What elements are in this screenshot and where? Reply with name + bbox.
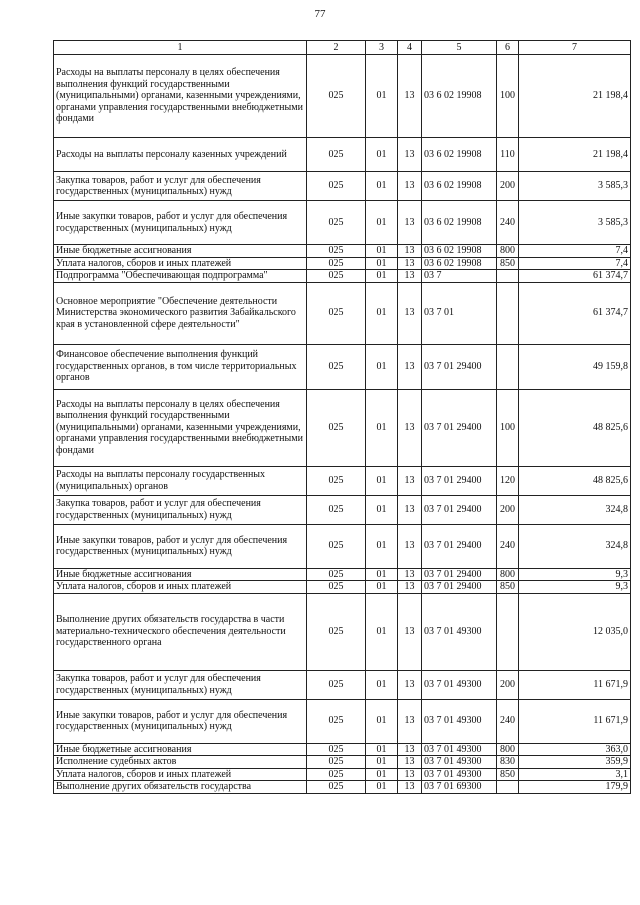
row-target-article: 03 7 01 49300 xyxy=(422,593,497,670)
row-code: 025 xyxy=(307,282,366,344)
row-name: Иные бюджетные ассигнования xyxy=(54,743,307,756)
row-subsection: 13 xyxy=(398,581,422,594)
row-code: 025 xyxy=(307,172,366,201)
row-subsection: 13 xyxy=(398,466,422,495)
row-code: 025 xyxy=(307,201,366,245)
row-code: 025 xyxy=(307,593,366,670)
row-expense-type: 120 xyxy=(497,466,519,495)
row-target-article: 03 7 01 29400 xyxy=(422,581,497,594)
row-subsection: 13 xyxy=(398,172,422,201)
row-target-article: 03 6 02 19908 xyxy=(422,55,497,138)
row-subsection: 13 xyxy=(398,270,422,283)
table-row xyxy=(54,768,631,781)
row-name: Выполнение других обязательств государства в части материально-технического обеспечения деятельности государственного органа xyxy=(54,593,307,670)
page-number: 77 xyxy=(314,8,326,20)
row-name: Закупка товаров, работ и услуг для обеспечения государственных (муниципальных) нужд xyxy=(54,172,307,201)
row-subsection: 13 xyxy=(398,768,422,781)
row-expense-type: 240 xyxy=(497,699,519,743)
table-row xyxy=(54,756,631,769)
row-amount: 61 374,7 xyxy=(519,282,631,344)
row-section: 01 xyxy=(366,699,398,743)
table-row xyxy=(54,245,631,258)
table-row xyxy=(54,270,631,283)
row-name: Выполнение других обязательств государства xyxy=(54,781,307,794)
row-amount: 9,3 xyxy=(519,581,631,594)
row-amount: 61 374,7 xyxy=(519,270,631,283)
row-amount: 21 198,4 xyxy=(519,55,631,138)
row-target-article: 03 6 02 19908 xyxy=(422,257,497,270)
row-expense-type: 800 xyxy=(497,568,519,581)
row-target-article: 03 7 01 29400 xyxy=(422,466,497,495)
row-section: 01 xyxy=(366,344,398,389)
row-target-article: 03 7 01 49300 xyxy=(422,756,497,769)
row-code: 025 xyxy=(307,568,366,581)
row-subsection: 13 xyxy=(398,781,422,794)
table-header-row xyxy=(54,41,631,55)
header-cell-4: 4 xyxy=(398,41,422,55)
row-expense-type: 200 xyxy=(497,495,519,524)
table-row xyxy=(54,466,631,495)
row-amount: 48 825,6 xyxy=(519,389,631,466)
row-section: 01 xyxy=(366,743,398,756)
row-code: 025 xyxy=(307,743,366,756)
row-amount: 3 585,3 xyxy=(519,172,631,201)
row-name: Иные закупки товаров, работ и услуг для обеспечения государственных (муниципальных) нужд xyxy=(54,201,307,245)
row-code: 025 xyxy=(307,524,366,568)
row-target-article: 03 6 02 19908 xyxy=(422,201,497,245)
table-row xyxy=(54,344,631,389)
row-name: Уплата налогов, сборов и иных платежей xyxy=(54,581,307,594)
row-amount: 21 198,4 xyxy=(519,138,631,172)
row-expense-type: 850 xyxy=(497,257,519,270)
row-section: 01 xyxy=(366,781,398,794)
row-target-article: 03 7 01 29400 xyxy=(422,344,497,389)
row-target-article: 03 7 01 29400 xyxy=(422,495,497,524)
row-expense-type: 200 xyxy=(497,172,519,201)
row-code: 025 xyxy=(307,245,366,258)
row-section: 01 xyxy=(366,768,398,781)
row-section: 01 xyxy=(366,257,398,270)
row-expense-type: 800 xyxy=(497,743,519,756)
row-name: Иные бюджетные ассигнования xyxy=(54,245,307,258)
row-name: Закупка товаров, работ и услуг для обеспечения государственных (муниципальных) нужд xyxy=(54,495,307,524)
row-target-article: 03 7 01 69300 xyxy=(422,781,497,794)
table-row xyxy=(54,670,631,699)
row-expense-type: 200 xyxy=(497,670,519,699)
table-row xyxy=(54,781,631,794)
table-row xyxy=(54,495,631,524)
row-code: 025 xyxy=(307,466,366,495)
row-amount: 48 825,6 xyxy=(519,466,631,495)
table-row xyxy=(54,389,631,466)
row-subsection: 13 xyxy=(398,282,422,344)
row-expense-type: 240 xyxy=(497,201,519,245)
row-amount: 324,8 xyxy=(519,524,631,568)
header-cell-7: 7 xyxy=(519,41,631,55)
row-amount: 11 671,9 xyxy=(519,699,631,743)
row-amount: 3 585,3 xyxy=(519,201,631,245)
row-section: 01 xyxy=(366,270,398,283)
row-name: Расходы на выплаты персоналу государственных (муниципальных) органов xyxy=(54,466,307,495)
row-code: 025 xyxy=(307,699,366,743)
row-amount: 49 159,8 xyxy=(519,344,631,389)
header-cell-6: 6 xyxy=(497,41,519,55)
row-name: Иные закупки товаров, работ и услуг для обеспечения государственных (муниципальных) нужд xyxy=(54,699,307,743)
row-section: 01 xyxy=(366,138,398,172)
row-section: 01 xyxy=(366,282,398,344)
row-subsection: 13 xyxy=(398,524,422,568)
row-target-article: 03 7 01 49300 xyxy=(422,768,497,781)
row-code: 025 xyxy=(307,257,366,270)
row-subsection: 13 xyxy=(398,568,422,581)
row-name: Подпрограмма "Обеспечивающая подпрограмма" xyxy=(54,270,307,283)
row-section: 01 xyxy=(366,524,398,568)
row-expense-type: 100 xyxy=(497,55,519,138)
row-section: 01 xyxy=(366,55,398,138)
row-expense-type: 830 xyxy=(497,756,519,769)
row-subsection: 13 xyxy=(398,138,422,172)
row-name: Расходы на выплаты персоналу казенных учреждений xyxy=(54,138,307,172)
row-name: Иные закупки товаров, работ и услуг для обеспечения государственных (муниципальных) нужд xyxy=(54,524,307,568)
row-name: Исполнение судебных актов xyxy=(54,756,307,769)
row-amount: 179,9 xyxy=(519,781,631,794)
row-expense-type: 850 xyxy=(497,768,519,781)
row-expense-type xyxy=(497,344,519,389)
row-target-article: 03 6 02 19908 xyxy=(422,172,497,201)
table-row xyxy=(54,568,631,581)
row-code: 025 xyxy=(307,495,366,524)
row-target-article: 03 7 01 49300 xyxy=(422,670,497,699)
row-amount: 359,9 xyxy=(519,756,631,769)
row-code: 025 xyxy=(307,781,366,794)
row-target-article: 03 7 01 49300 xyxy=(422,699,497,743)
row-code: 025 xyxy=(307,756,366,769)
row-section: 01 xyxy=(366,593,398,670)
row-target-article: 03 7 xyxy=(422,270,497,283)
row-expense-type: 240 xyxy=(497,524,519,568)
row-section: 01 xyxy=(366,756,398,769)
table-row xyxy=(54,201,631,245)
row-amount: 3,1 xyxy=(519,768,631,781)
row-subsection: 13 xyxy=(398,495,422,524)
row-section: 01 xyxy=(366,568,398,581)
table-row xyxy=(54,138,631,172)
row-name: Основное мероприятие "Обеспечение деятельности Министерства экономического развития Забайкальского края в установленной сфере деятельности" xyxy=(54,282,307,344)
row-amount: 11 671,9 xyxy=(519,670,631,699)
row-target-article: 03 7 01 xyxy=(422,282,497,344)
row-name: Финансовое обеспечение выполнения функций государственных органов, в том числе территориальных органов xyxy=(54,344,307,389)
row-expense-type: 850 xyxy=(497,581,519,594)
table-row xyxy=(54,581,631,594)
row-expense-type xyxy=(497,593,519,670)
row-amount: 7,4 xyxy=(519,245,631,258)
table-row xyxy=(54,743,631,756)
header-cell-1: 1 xyxy=(54,41,307,55)
row-code: 025 xyxy=(307,670,366,699)
header-cell-5: 5 xyxy=(422,41,497,55)
row-expense-type: 800 xyxy=(497,245,519,258)
row-subsection: 13 xyxy=(398,593,422,670)
row-section: 01 xyxy=(366,581,398,594)
row-code: 025 xyxy=(307,344,366,389)
row-code: 025 xyxy=(307,138,366,172)
row-target-article: 03 6 02 19908 xyxy=(422,138,497,172)
table-row xyxy=(54,172,631,201)
table-row xyxy=(54,699,631,743)
budget-table xyxy=(53,40,631,794)
row-expense-type xyxy=(497,781,519,794)
row-name: Уплата налогов, сборов и иных платежей xyxy=(54,768,307,781)
table-row xyxy=(54,282,631,344)
row-target-article: 03 6 02 19908 xyxy=(422,245,497,258)
row-amount: 324,8 xyxy=(519,495,631,524)
row-amount: 363,0 xyxy=(519,743,631,756)
row-section: 01 xyxy=(366,495,398,524)
row-expense-type: 110 xyxy=(497,138,519,172)
row-section: 01 xyxy=(366,670,398,699)
row-code: 025 xyxy=(307,270,366,283)
row-code: 025 xyxy=(307,55,366,138)
row-subsection: 13 xyxy=(398,245,422,258)
row-section: 01 xyxy=(366,172,398,201)
row-section: 01 xyxy=(366,201,398,245)
row-name: Иные бюджетные ассигнования xyxy=(54,568,307,581)
row-subsection: 13 xyxy=(398,257,422,270)
row-name: Расходы на выплаты персоналу в целях обеспечения выполнения функций государственными (муниципальными) органами, казенными учреждениями, органами управления государственными внебюджетными фондами xyxy=(54,55,307,138)
row-name: Расходы на выплаты персоналу в целях обеспечения выполнения функций государственными (муниципальными) органами, казенными учреждениями, органами управления государственными внебюджетными фондами xyxy=(54,389,307,466)
row-name: Уплата налогов, сборов и иных платежей xyxy=(54,257,307,270)
table-row xyxy=(54,524,631,568)
table-row xyxy=(54,257,631,270)
row-expense-type: 100 xyxy=(497,389,519,466)
row-section: 01 xyxy=(366,389,398,466)
row-subsection: 13 xyxy=(398,201,422,245)
row-subsection: 13 xyxy=(398,670,422,699)
table-row xyxy=(54,593,631,670)
header-cell-2: 2 xyxy=(307,41,366,55)
row-expense-type xyxy=(497,270,519,283)
row-subsection: 13 xyxy=(398,743,422,756)
row-target-article: 03 7 01 29400 xyxy=(422,389,497,466)
row-code: 025 xyxy=(307,389,366,466)
row-subsection: 13 xyxy=(398,389,422,466)
table-row xyxy=(54,55,631,138)
row-subsection: 13 xyxy=(398,55,422,138)
row-expense-type xyxy=(497,282,519,344)
row-section: 01 xyxy=(366,466,398,495)
row-section: 01 xyxy=(366,245,398,258)
row-target-article: 03 7 01 29400 xyxy=(422,524,497,568)
row-target-article: 03 7 01 29400 xyxy=(422,568,497,581)
row-code: 025 xyxy=(307,768,366,781)
row-amount: 7,4 xyxy=(519,257,631,270)
row-target-article: 03 7 01 49300 xyxy=(422,743,497,756)
row-name: Закупка товаров, работ и услуг для обеспечения государственных (муниципальных) нужд xyxy=(54,670,307,699)
row-subsection: 13 xyxy=(398,344,422,389)
row-code: 025 xyxy=(307,581,366,594)
row-subsection: 13 xyxy=(398,699,422,743)
row-amount: 9,3 xyxy=(519,568,631,581)
header-cell-3: 3 xyxy=(366,41,398,55)
row-amount: 12 035,0 xyxy=(519,593,631,670)
row-subsection: 13 xyxy=(398,756,422,769)
